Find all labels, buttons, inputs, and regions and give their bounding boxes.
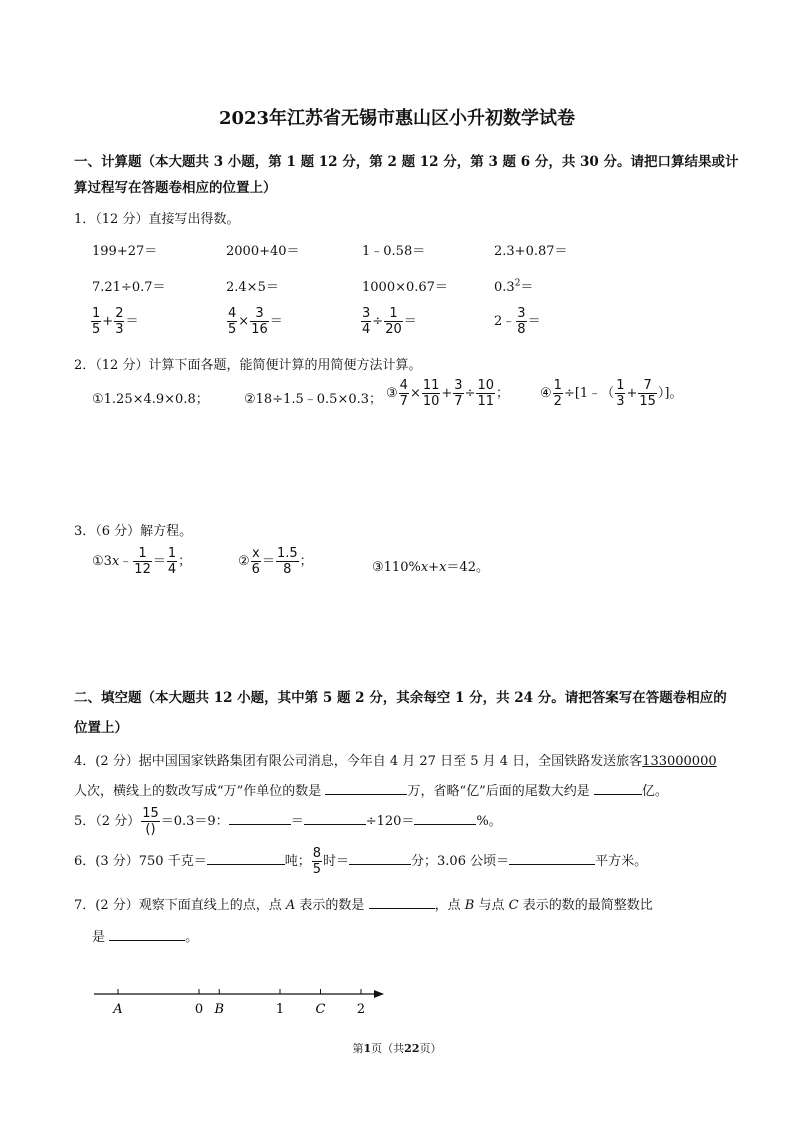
q2-stem: 2．（12 分）计算下面各题，能简便计算的用简便方法计算。 <box>74 358 422 373</box>
number-line-label: B <box>214 1002 225 1017</box>
number-line-label: C <box>315 1002 326 1017</box>
section2-heading-line2: 位置上） <box>74 720 128 736</box>
answer-blank[interactable] <box>594 780 642 795</box>
q4-line1: 4．(2 分）据中国国家铁路集团有限公司消息，今年自 4 月 27 日至 5 月 4 日，全国铁路发送旅客133000000 <box>74 754 717 769</box>
q3-part2: ② $\frac{x}{6}$ ＝ $\frac{1.5}{8}$ ； <box>238 546 313 577</box>
answer-blank[interactable] <box>349 850 411 865</box>
q1-r2-c1: 7.21÷0.7＝ <box>92 280 166 295</box>
q2-part2: ②18÷1.5﹣0.5×0.3； <box>244 392 383 407</box>
fraction: $\frac{11}{10}$ <box>422 378 440 409</box>
q1-r1-c4: 2.3+0.87＝ <box>494 244 568 259</box>
q1-r3-c2: $\frac{4}{5}$ × $\frac{3}{16}$ ＝ <box>228 306 283 337</box>
fraction: $\frac{3}{16}$ <box>251 306 268 337</box>
answer-blank[interactable] <box>109 926 185 941</box>
number-line-label: 1 <box>275 1002 285 1017</box>
fraction: $\frac{10}{11}$ <box>477 378 495 409</box>
q1-r1-c2: 2000+40＝ <box>226 244 300 259</box>
fraction: $\frac{1}{4}$ <box>167 546 177 577</box>
q6-line: 6．(3 分）750 千克＝ 吨； $\frac{8}{5}$ 时＝ 分；3.06 公顷＝ 平方米。 <box>74 846 648 877</box>
number-line <box>88 982 398 1022</box>
section1-heading-line1: 一、计算题（本大题共 3 小题，第 1 题 12 分，第 2 题 12 分，第 3 题 6 分，共 30 分。请把口算结果或计 <box>74 154 739 170</box>
section2-heading-line1: 二、填空题（本大题共 12 小题，其中第 5 题 2 分，其余每空 1 分，共 24 分。请把答案写在答题卷相应的 <box>74 690 727 706</box>
q1-r1-c3: 1﹣0.58＝ <box>362 244 426 259</box>
q5-line: 5．（2 分） $\frac{15}{()}$ ＝0.3＝9： ＝ ÷120＝ %。 <box>74 806 502 837</box>
answer-blank[interactable] <box>369 894 435 909</box>
q7-line2: 是 。 <box>92 926 198 945</box>
fraction: $\frac{3}{7}$ <box>454 378 463 409</box>
fraction: $\frac{2}{3}$ <box>115 306 124 337</box>
number-line-label: 0 <box>194 1002 204 1017</box>
fraction: $\frac{8}{5}$ <box>312 846 321 877</box>
arrow-right-icon <box>374 990 384 998</box>
fraction: $\frac{1.5}{8}$ <box>276 546 298 577</box>
q2-part4: ④ $\frac{1}{2}$ ÷[1﹣（ $\frac{1}{3}$ + $\frac{7}{15}$ ）]。 <box>540 378 683 409</box>
fraction: $\frac{1}{12}$ <box>134 546 151 577</box>
number-line-label: 2 <box>356 1002 366 1017</box>
answer-blank[interactable] <box>207 850 285 865</box>
fraction: $\frac{3}{8}$ <box>517 306 526 337</box>
fraction: $\frac{1}{20}$ <box>385 306 402 337</box>
answer-blank[interactable] <box>414 810 476 825</box>
fraction: $\frac{4}{7}$ <box>399 378 408 409</box>
q1-r2-c3: 1000×0.67＝ <box>362 280 448 295</box>
q3-stem: 3．（6 分）解方程。 <box>74 524 193 539</box>
q7-line1: 7．(2 分）观察下面直线上的点，点 A 表示的数是 ，点 B 与点 C 表示的数的最简整数比 <box>74 894 653 913</box>
fraction: $\frac{3}{4}$ <box>362 306 371 337</box>
fraction: $\frac{1}{3}$ <box>616 378 625 409</box>
answer-blank[interactable] <box>509 850 595 865</box>
q1-r2-c4: $0.3^2=$ <box>494 278 534 295</box>
q1-r2-c2: 2.4×5＝ <box>226 280 279 295</box>
q3-part3: ③110%x+x＝42。 <box>372 560 489 575</box>
q1-r3-c4: 2﹣ $\frac{3}{8}$ ＝ <box>494 306 541 337</box>
number-line-label: A <box>113 1002 123 1017</box>
section1-heading-line2: 算过程写在答题卷相应的位置上） <box>74 180 277 196</box>
fraction: $\frac{7}{15}$ <box>639 378 656 409</box>
fraction: $\frac{x}{6}$ <box>251 546 260 577</box>
fraction: $\frac{4}{5}$ <box>228 306 237 337</box>
answer-blank[interactable] <box>325 780 407 795</box>
q1-r3-c3: $\frac{3}{4}$ ÷ $\frac{1}{20}$ ＝ <box>362 306 417 337</box>
fraction: $\frac{1}{2}$ <box>553 378 562 409</box>
answer-blank[interactable] <box>229 810 291 825</box>
answer-blank[interactable] <box>304 810 366 825</box>
fraction: $\frac{1}{5}$ <box>92 306 101 337</box>
q3-part1: ①3x﹣ $\frac{1}{12}$ ＝ $\frac{1}{4}$ ； <box>92 546 192 577</box>
page-title: 2023年江苏省无锡市惠山区小升初数学试卷 <box>218 108 576 129</box>
q1-stem: 1．（12 分）直接写出得数。 <box>74 212 240 227</box>
q2-part1: ①1.25×4.9×0.8； <box>92 392 209 407</box>
q1-r1-c1: 199+27＝ <box>92 244 158 259</box>
fraction: $\frac{15}{()}$ <box>142 806 159 837</box>
q4-line2: 人次，横线上的数改写成“万”作单位的数是 万，省略“亿”后面的尾数大约是 亿。 <box>74 780 668 799</box>
q1-r3-c1: $\frac{1}{5}$ + $\frac{2}{3}$ ＝ <box>92 306 139 337</box>
page-footer: 第1页（共22页） <box>352 1042 442 1055</box>
q2-part3: ③ $\frac{4}{7}$ × $\frac{11}{10}$ + $\frac{3}{7}$ ÷ $\frac{10}{11}$ ； <box>386 378 510 409</box>
